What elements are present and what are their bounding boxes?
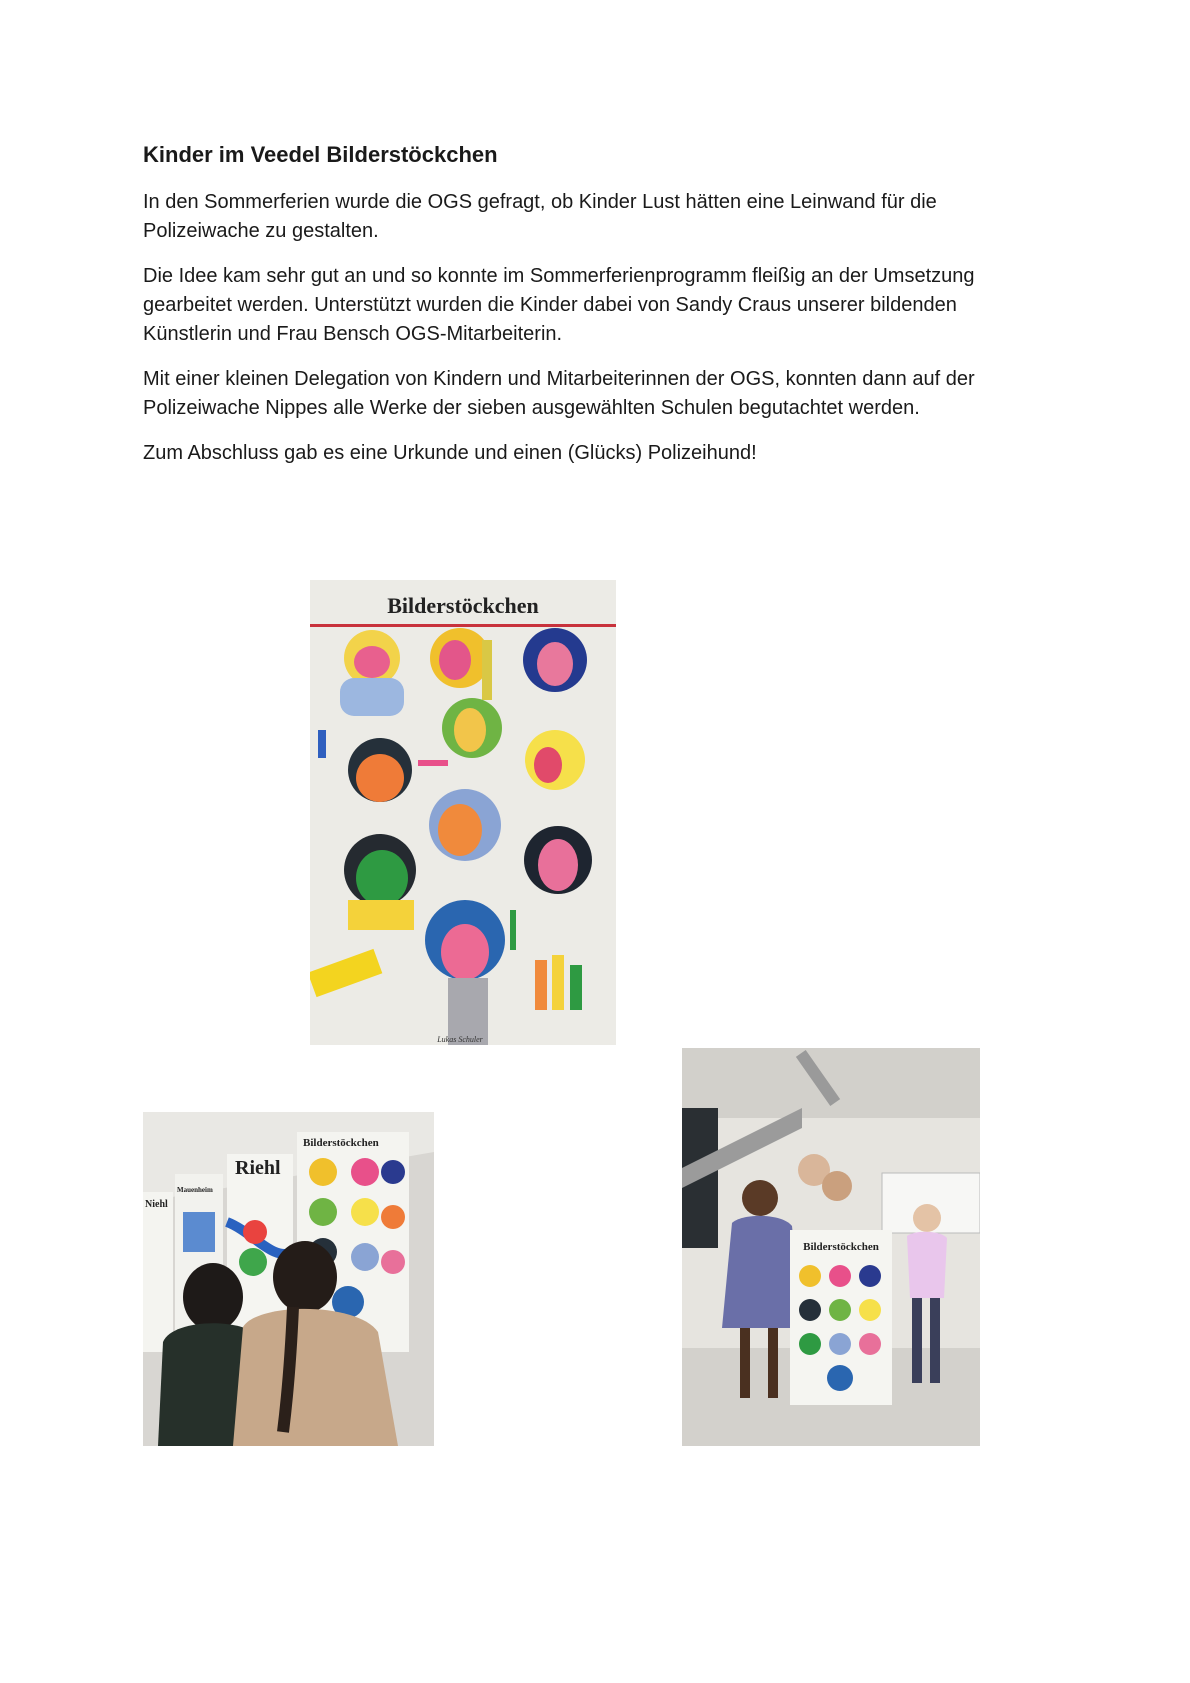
painting-banner: Bilderstöckchen	[387, 593, 539, 618]
painting-signature: Lukas Schuler	[437, 1035, 483, 1044]
canvas-label-bilderstoeckchen: Bilderstöckchen	[303, 1137, 379, 1149]
paragraph-3: Mit einer kleinen Delegation von Kindern und Mitarbeiterinnen der OGS, konnten dann auf der Polizeiwache Nippes alle Werke der sieben ausgewählten Schulen begutachtet werden.	[143, 368, 975, 419]
canvas-label-riehl: Riehl	[235, 1157, 281, 1179]
article-title: Kinder im Veedel Bilderstöckchen	[143, 142, 498, 167]
canvas-label-mauenheim: Mauenheim	[177, 1186, 213, 1194]
painting-photo	[310, 580, 616, 1045]
paragraph-4: Zum Abschluss gab es eine Urkunde und einen (Glücks) Polizeihund!	[143, 442, 757, 464]
paragraph-1: In den Sommerferien wurde die OGS gefragt, ob Kinder Lust hätten eine Leinwand für die Polizeiwache zu gestalten.	[143, 191, 937, 242]
kids-canvas-banner: Bilderstöckchen	[803, 1241, 879, 1253]
canvas-label-niehl: Niehl	[145, 1199, 168, 1210]
paragraph-2: Die Idee kam sehr gut an und so konnte im Sommerferienprogramm fleißig an der Umsetzung gearbeitet werden. Unterstützt wurden die Kinder dabei von Sandy Craus unserer bildenden Künstlerin und Frau Bensch OGS-Mitarbeiterin.	[143, 265, 975, 345]
kids-with-canvas-photo	[682, 1048, 980, 1446]
article	[143, 140, 1043, 484]
girls-at-wall-photo	[143, 1112, 434, 1446]
